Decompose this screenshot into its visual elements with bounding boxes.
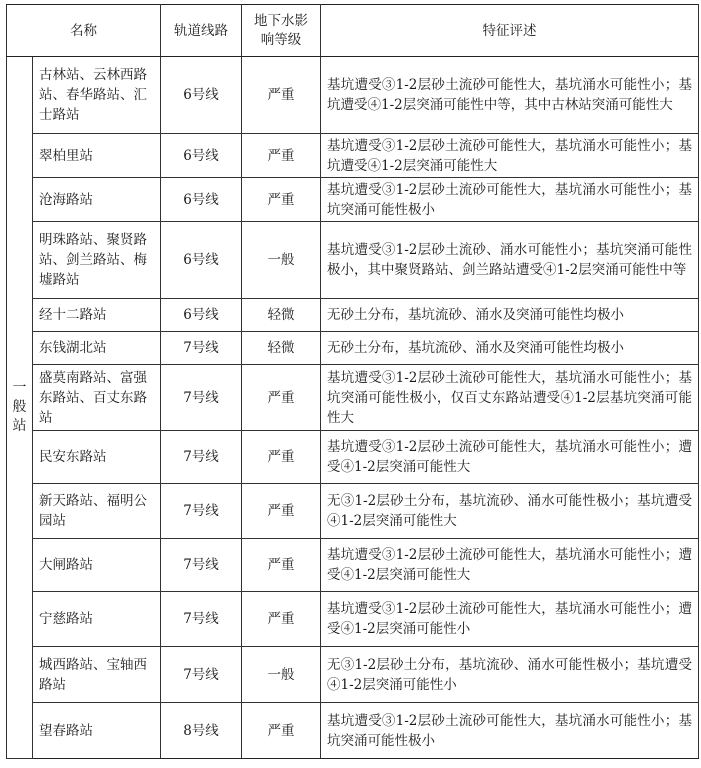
header-line: 轨道线路 bbox=[161, 5, 242, 57]
station-name-cell: 明珠路站、聚贤路站、剑兰路站、梅墟路站 bbox=[33, 222, 161, 299]
impact-level-cell: 严重 bbox=[242, 703, 321, 759]
impact-level-cell: 严重 bbox=[242, 539, 321, 592]
header-level bbox=[242, 5, 321, 57]
impact-level-cell: 轻微 bbox=[242, 299, 321, 332]
line-cell: 7号线 bbox=[161, 365, 242, 431]
line-cell: 7号线 bbox=[161, 647, 242, 703]
description-cell: 无砂土分布，基坑流砂、涌水及突涌可能性均极小 bbox=[321, 332, 699, 365]
description-cell: 无③1-2层砂土分布，基坑流砂、涌水可能性极小；基坑遭受④1-2层突涌可能性小 bbox=[321, 647, 699, 703]
table-header-row bbox=[7, 5, 699, 57]
table-row bbox=[7, 539, 699, 592]
description-cell: 基坑遭受③1-2层砂土流砂可能性大，基坑涌水可能性小；基坑突涌可能性极小 bbox=[321, 178, 699, 222]
header-level-text: 地下水影响等级 bbox=[254, 12, 308, 48]
header-name: 名称 bbox=[7, 5, 161, 57]
station-name-cell: 宁慈路站 bbox=[33, 592, 161, 647]
description-cell: 基坑遭受③1-2层砂土流砂可能性大，基坑涌水可能性小；基坑遭受④1-2层突涌可能性大 bbox=[321, 134, 699, 178]
impact-level-cell: 一般 bbox=[242, 222, 321, 299]
line-cell: 6号线 bbox=[161, 178, 242, 222]
station-name-cell: 翠柏里站 bbox=[33, 134, 161, 178]
station-name-cell: 盛莫南路站、富强东路站、百丈东路站 bbox=[33, 365, 161, 431]
table-row bbox=[7, 178, 699, 222]
description-cell: 无砂土分布，基坑流砂、涌水及突涌可能性均极小 bbox=[321, 299, 699, 332]
impact-level-cell: 严重 bbox=[242, 134, 321, 178]
station-name-cell: 经十二路站 bbox=[33, 299, 161, 332]
category-label: 一般站 bbox=[12, 380, 27, 434]
description-cell: 基坑遭受③1-2层砂土流砂可能性大，基坑涌水可能性小；遭受④1-2层突涌可能性大 bbox=[321, 431, 699, 484]
station-name-cell: 城西路站、宝轴西路站 bbox=[33, 647, 161, 703]
station-name-cell: 沧海路站 bbox=[33, 178, 161, 222]
description-cell: 基坑遭受③1-2层砂土流砂可能性大，基坑涌水可能性小；基坑突涌可能性极小 bbox=[321, 703, 699, 759]
line-cell: 6号线 bbox=[161, 134, 242, 178]
description-cell: 基坑遭受③1-2层砂土流砂可能性大，基坑涌水可能性小；基坑遭受④1-2层突涌可能性中等，其中古林站突涌可能性大 bbox=[321, 57, 699, 134]
line-cell: 7号线 bbox=[161, 332, 242, 365]
description-cell: 基坑遭受③1-2层砂土流砂、涌水可能性小；基坑突涌可能性极小，其中聚贤路站、剑兰路站遭受④1-2层突涌可能性中等 bbox=[321, 222, 699, 299]
header-desc: 特征评述 bbox=[321, 5, 699, 57]
description-cell: 无③1-2层砂土分布，基坑流砂、涌水可能性极小；基坑遭受④1-2层突涌可能性大 bbox=[321, 484, 699, 539]
table-row bbox=[7, 431, 699, 484]
station-name-cell: 大闸路站 bbox=[33, 539, 161, 592]
table-body bbox=[7, 57, 699, 759]
station-name-cell: 望春路站 bbox=[33, 703, 161, 759]
category-cell bbox=[7, 57, 33, 759]
table-row bbox=[7, 484, 699, 539]
line-cell: 7号线 bbox=[161, 431, 242, 484]
table-row bbox=[7, 134, 699, 178]
description-cell: 基坑遭受③1-2层砂土流砂可能性大，基坑涌水可能性小；遭受④1-2层突涌可能性大 bbox=[321, 539, 699, 592]
line-cell: 6号线 bbox=[161, 222, 242, 299]
impact-level-cell: 严重 bbox=[242, 57, 321, 134]
line-cell: 6号线 bbox=[161, 299, 242, 332]
table-row bbox=[7, 365, 699, 431]
station-name-cell: 东钱湖北站 bbox=[33, 332, 161, 365]
description-cell: 基坑遭受③1-2层砂土流砂可能性大，基坑涌水可能性小；遭受④1-2层突涌可能性小 bbox=[321, 592, 699, 647]
impact-level-cell: 严重 bbox=[242, 178, 321, 222]
table-row bbox=[7, 592, 699, 647]
table-row bbox=[7, 57, 699, 134]
station-name-cell: 民安东路站 bbox=[33, 431, 161, 484]
impact-level-cell: 轻微 bbox=[242, 332, 321, 365]
station-name-cell: 古林站、云林西路站、春华路站、汇士路站 bbox=[33, 57, 161, 134]
impact-level-cell: 严重 bbox=[242, 484, 321, 539]
line-cell: 7号线 bbox=[161, 484, 242, 539]
groundwater-table bbox=[6, 4, 699, 759]
line-cell: 7号线 bbox=[161, 592, 242, 647]
table-row bbox=[7, 703, 699, 759]
line-cell: 6号线 bbox=[161, 57, 242, 134]
table-row bbox=[7, 299, 699, 332]
table-row bbox=[7, 647, 699, 703]
line-cell: 7号线 bbox=[161, 539, 242, 592]
impact-level-cell: 严重 bbox=[242, 431, 321, 484]
impact-level-cell: 一般 bbox=[242, 647, 321, 703]
impact-level-cell: 严重 bbox=[242, 592, 321, 647]
line-cell: 8号线 bbox=[161, 703, 242, 759]
impact-level-cell: 严重 bbox=[242, 365, 321, 431]
station-name-cell: 新天路站、福明公园站 bbox=[33, 484, 161, 539]
table-row bbox=[7, 222, 699, 299]
description-cell: 基坑遭受③1-2层砂土流砂可能性大，基坑涌水可能性小；基坑突涌可能性极小，仅百丈东路站遭受④1-2层基坑突涌可能性大 bbox=[321, 365, 699, 431]
table-row bbox=[7, 332, 699, 365]
